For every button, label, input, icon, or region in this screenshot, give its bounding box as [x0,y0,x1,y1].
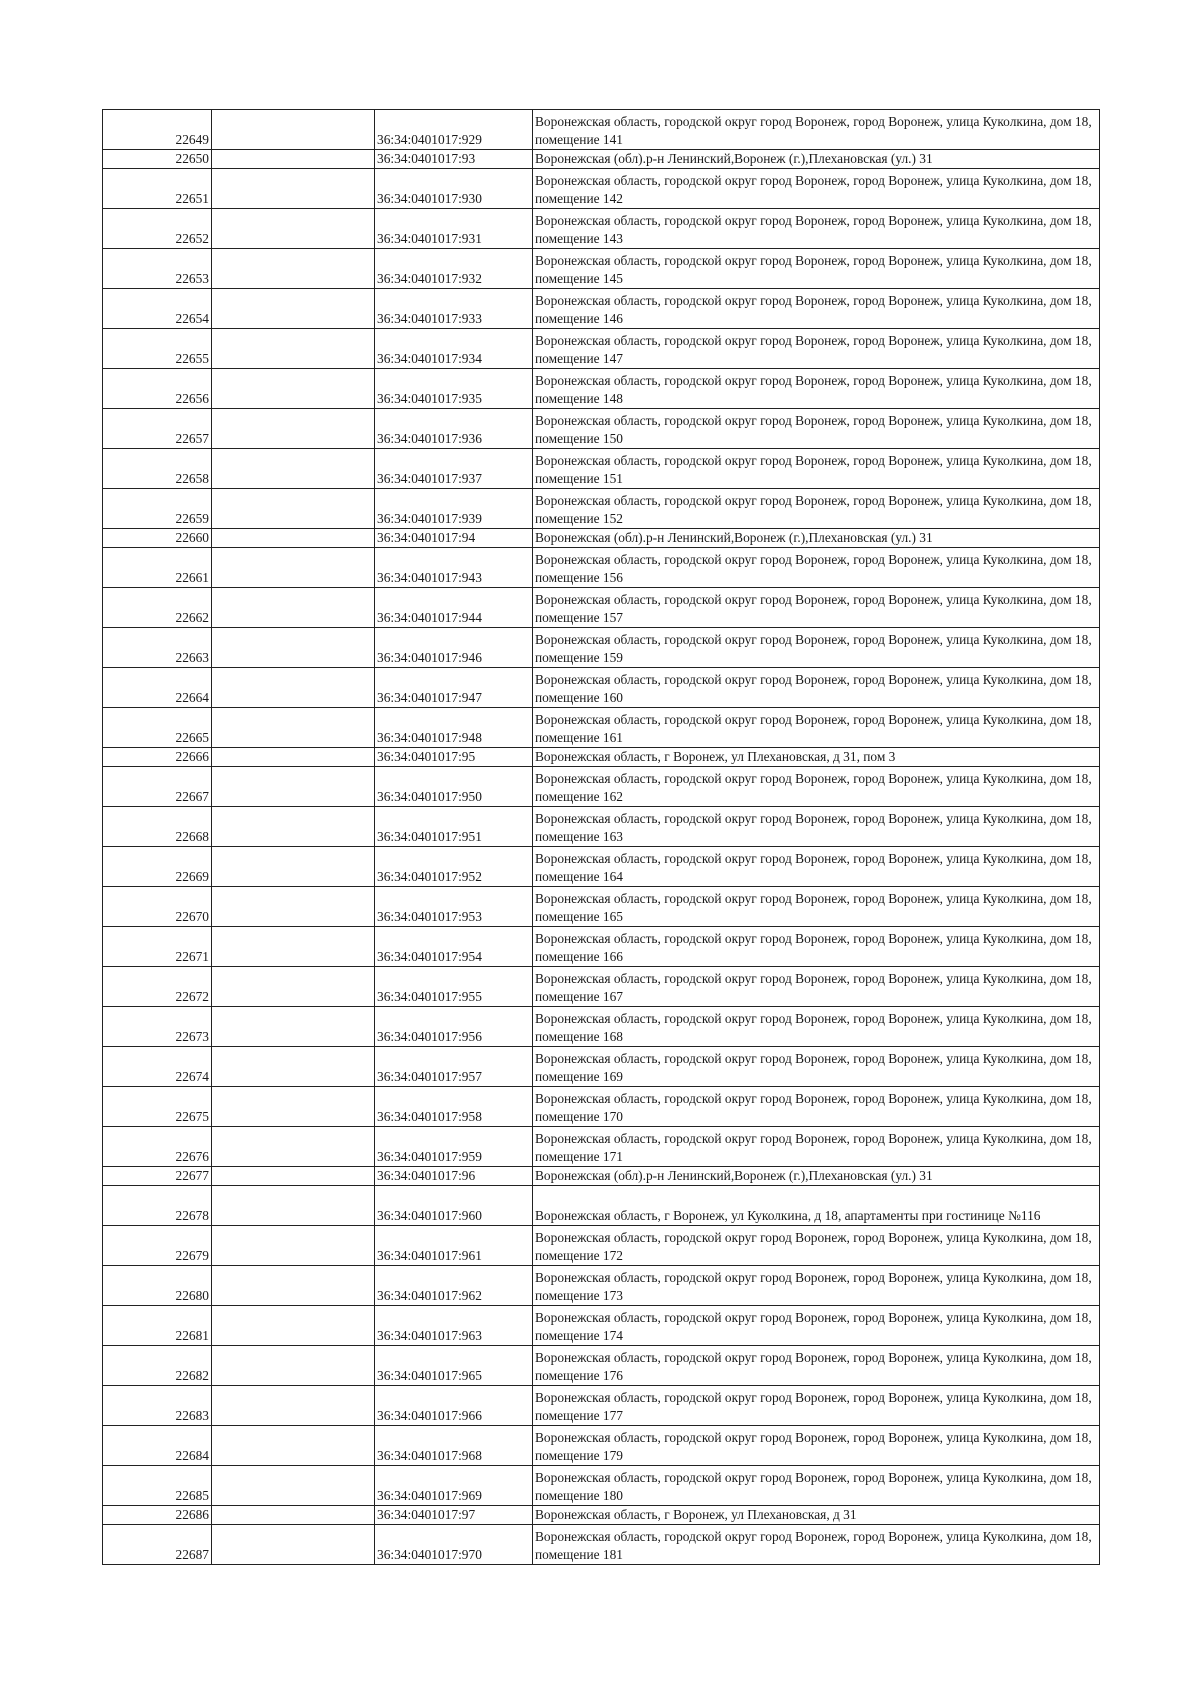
table-row [103,1346,1100,1386]
empty-cell [212,449,375,489]
empty-cell [212,847,375,887]
table-row [103,1167,1100,1186]
empty-cell [212,668,375,708]
empty-cell [212,1346,375,1386]
row-number-cell: 22660 [103,529,212,548]
address-cell: Воронежская область, городской округ город Воронеж, город Воронеж, улица Куколкина, дом 18, помещение 179 [533,1426,1100,1466]
address-cell: Воронежская область, городской округ город Воронеж, город Воронеж, улица Куколкина, дом 18, помещение 141 [533,110,1100,150]
address-cell: Воронежская (обл).р-н Ленинский,Воронеж (г.),Плехановская (ул.) 31 [533,529,1100,548]
row-number-cell: 22674 [103,1047,212,1087]
row-number-cell: 22677 [103,1167,212,1186]
empty-cell [212,1007,375,1047]
table-row [103,927,1100,967]
address-cell: Воронежская область, городской округ город Воронеж, город Воронеж, улица Куколкина, дом 18, помещение 150 [533,409,1100,449]
empty-cell [212,628,375,668]
empty-cell [212,1087,375,1127]
address-cell: Воронежская область, городской округ город Воронеж, город Воронеж, улица Куколкина, дом 18, помещение 167 [533,967,1100,1007]
address-cell: Воронежская область, городской округ город Воронеж, город Воронеж, улица Куколкина, дом 18, помещение 142 [533,169,1100,209]
empty-cell [212,708,375,748]
empty-cell [212,369,375,409]
cadastral-number-cell: 36:34:0401017:947 [375,668,533,708]
row-number-cell: 22649 [103,110,212,150]
address-cell: Воронежская область, городской округ город Воронеж, город Воронеж, улица Куколкина, дом 18, помещение 143 [533,209,1100,249]
cadastral-number-cell: 36:34:0401017:934 [375,329,533,369]
cadastral-number-cell: 36:34:0401017:948 [375,708,533,748]
cadastral-number-cell: 36:34:0401017:957 [375,1047,533,1087]
empty-cell [212,887,375,927]
empty-cell [212,967,375,1007]
address-cell: Воронежская область, городской округ город Воронеж, город Воронеж, улица Куколкина, дом 18, помещение 169 [533,1047,1100,1087]
row-number-cell: 22683 [103,1386,212,1426]
table-row [103,1506,1100,1525]
table-row [103,887,1100,927]
cadastral-number-cell: 36:34:0401017:951 [375,807,533,847]
address-cell: Воронежская область, г Воронеж, ул Плехановская, д 31, пом 3 [533,748,1100,767]
address-cell: Воронежская область, городской округ город Воронеж, город Воронеж, улица Куколкина, дом 18, помещение 146 [533,289,1100,329]
cadastral-number-cell: 36:34:0401017:939 [375,489,533,529]
row-number-cell: 22662 [103,588,212,628]
registry-table [102,109,1100,1565]
row-number-cell: 22673 [103,1007,212,1047]
table-row [103,449,1100,489]
empty-cell [212,110,375,150]
cadastral-number-cell: 36:34:0401017:969 [375,1466,533,1506]
table-row [103,209,1100,249]
cadastral-number-cell: 36:34:0401017:966 [375,1386,533,1426]
cadastral-number-cell: 36:34:0401017:960 [375,1186,533,1226]
row-number-cell: 22675 [103,1087,212,1127]
address-cell: Воронежская область, городской округ город Воронеж, город Воронеж, улица Куколкина, дом 18, помещение 172 [533,1226,1100,1266]
row-number-cell: 22672 [103,967,212,1007]
row-number-cell: 22656 [103,369,212,409]
empty-cell [212,1226,375,1266]
empty-cell [212,150,375,169]
address-cell: Воронежская область, городской округ город Воронеж, город Воронеж, улица Куколкина, дом 18, помещение 145 [533,249,1100,289]
table-row [103,1087,1100,1127]
address-cell: Воронежская область, городской округ город Воронеж, город Воронеж, улица Куколкина, дом 18, помещение 164 [533,847,1100,887]
address-cell: Воронежская область, городской округ город Воронеж, город Воронеж, улица Куколкина, дом 18, помещение 174 [533,1306,1100,1346]
row-number-cell: 22671 [103,927,212,967]
cadastral-number-cell: 36:34:0401017:961 [375,1226,533,1266]
row-number-cell: 22676 [103,1127,212,1167]
table-row [103,1525,1100,1565]
empty-cell [212,1506,375,1525]
empty-cell [212,529,375,548]
empty-cell [212,169,375,209]
cadastral-number-cell: 36:34:0401017:96 [375,1167,533,1186]
cadastral-number-cell: 36:34:0401017:956 [375,1007,533,1047]
table-row [103,1386,1100,1426]
table-row [103,1127,1100,1167]
cadastral-number-cell: 36:34:0401017:962 [375,1266,533,1306]
row-number-cell: 22657 [103,409,212,449]
empty-cell [212,767,375,807]
cadastral-number-cell: 36:34:0401017:968 [375,1426,533,1466]
cadastral-number-cell: 36:34:0401017:930 [375,169,533,209]
cadastral-number-cell: 36:34:0401017:963 [375,1306,533,1346]
empty-cell [212,927,375,967]
table-row [103,1186,1100,1226]
row-number-cell: 22680 [103,1266,212,1306]
address-cell: Воронежская область, городской округ город Воронеж, город Воронеж, улица Куколкина, дом 18, помещение 161 [533,708,1100,748]
empty-cell [212,409,375,449]
cadastral-number-cell: 36:34:0401017:970 [375,1525,533,1565]
table-row [103,1226,1100,1266]
address-cell: Воронежская (обл).р-н Ленинский,Воронеж (г.),Плехановская (ул.) 31 [533,150,1100,169]
empty-cell [212,1266,375,1306]
row-number-cell: 22666 [103,748,212,767]
table-row [103,150,1100,169]
table-row [103,548,1100,588]
cadastral-number-cell: 36:34:0401017:954 [375,927,533,967]
address-cell: Воронежская область, городской округ город Воронеж, город Воронеж, улица Куколкина, дом 18, помещение 156 [533,548,1100,588]
cadastral-number-cell: 36:34:0401017:953 [375,887,533,927]
row-number-cell: 22685 [103,1466,212,1506]
cadastral-number-cell: 36:34:0401017:929 [375,110,533,150]
row-number-cell: 22653 [103,249,212,289]
table-row [103,767,1100,807]
address-cell: Воронежская область, городской округ город Воронеж, город Воронеж, улица Куколкина, дом 18, помещение 173 [533,1266,1100,1306]
cadastral-number-cell: 36:34:0401017:937 [375,449,533,489]
cadastral-number-cell: 36:34:0401017:955 [375,967,533,1007]
address-cell: Воронежская область, городской округ город Воронеж, город Воронеж, улица Куколкина, дом 18, помещение 157 [533,588,1100,628]
table-row [103,369,1100,409]
address-cell: Воронежская область, г Воронеж, ул Плехановская, д 31 [533,1506,1100,1525]
row-number-cell: 22654 [103,289,212,329]
cadastral-number-cell: 36:34:0401017:94 [375,529,533,548]
empty-cell [212,329,375,369]
table-row [103,847,1100,887]
cadastral-number-cell: 36:34:0401017:933 [375,289,533,329]
empty-cell [212,748,375,767]
cadastral-number-cell: 36:34:0401017:93 [375,150,533,169]
row-number-cell: 22670 [103,887,212,927]
row-number-cell: 22658 [103,449,212,489]
empty-cell [212,249,375,289]
address-cell: Воронежская область, городской округ город Воронеж, город Воронеж, улица Куколкина, дом 18, помещение 180 [533,1466,1100,1506]
table-row [103,169,1100,209]
table-row [103,409,1100,449]
row-number-cell: 22682 [103,1346,212,1386]
empty-cell [212,489,375,529]
registry-body [103,110,1100,1565]
empty-cell [212,1306,375,1346]
row-number-cell: 22651 [103,169,212,209]
address-cell: Воронежская область, городской округ город Воронеж, город Воронеж, улица Куколкина, дом 18, помещение 165 [533,887,1100,927]
cadastral-number-cell: 36:34:0401017:958 [375,1087,533,1127]
address-cell: Воронежская область, городской округ город Воронеж, город Воронеж, улица Куколкина, дом 18, помещение 151 [533,449,1100,489]
row-number-cell: 22687 [103,1525,212,1565]
address-cell: Воронежская область, городской округ город Воронеж, город Воронеж, улица Куколкина, дом 18, помещение 159 [533,628,1100,668]
table-row [103,588,1100,628]
address-cell: Воронежская область, городской округ город Воронеж, город Воронеж, улица Куколкина, дом 18, помещение 162 [533,767,1100,807]
table-row [103,289,1100,329]
cadastral-number-cell: 36:34:0401017:943 [375,548,533,588]
address-cell: Воронежская область, городской округ город Воронеж, город Воронеж, улица Куколкина, дом 18, помещение 176 [533,1346,1100,1386]
cadastral-number-cell: 36:34:0401017:935 [375,369,533,409]
cadastral-number-cell: 36:34:0401017:931 [375,209,533,249]
address-cell: Воронежская область, городской округ город Воронеж, город Воронеж, улица Куколкина, дом 18, помещение 163 [533,807,1100,847]
row-number-cell: 22678 [103,1186,212,1226]
table-row [103,529,1100,548]
address-cell: Воронежская область, городской округ город Воронеж, город Воронеж, улица Куколкина, дом 18, помещение 166 [533,927,1100,967]
table-row [103,1047,1100,1087]
row-number-cell: 22679 [103,1226,212,1266]
empty-cell [212,1167,375,1186]
address-cell: Воронежская область, городской округ город Воронеж, город Воронеж, улица Куколкина, дом 18, помещение 152 [533,489,1100,529]
row-number-cell: 22650 [103,150,212,169]
empty-cell [212,807,375,847]
table-row [103,748,1100,767]
cadastral-number-cell: 36:34:0401017:959 [375,1127,533,1167]
row-number-cell: 22661 [103,548,212,588]
table-row [103,967,1100,1007]
empty-cell [212,1466,375,1506]
table-row [103,1466,1100,1506]
row-number-cell: 22652 [103,209,212,249]
table-row [103,329,1100,369]
row-number-cell: 22667 [103,767,212,807]
table-row [103,807,1100,847]
cadastral-number-cell: 36:34:0401017:965 [375,1346,533,1386]
address-cell: Воронежская область, городской округ город Воронеж, город Воронеж, улица Куколкина, дом 18, помещение 171 [533,1127,1100,1167]
cadastral-number-cell: 36:34:0401017:95 [375,748,533,767]
empty-cell [212,1525,375,1565]
address-cell: Воронежская область, городской округ город Воронеж, город Воронеж, улица Куколкина, дом 18, помещение 177 [533,1386,1100,1426]
row-number-cell: 22655 [103,329,212,369]
table-row [103,1007,1100,1047]
table-row [103,708,1100,748]
address-cell: Воронежская область, городской округ город Воронеж, город Воронеж, улица Куколкина, дом 18, помещение 148 [533,369,1100,409]
cadastral-number-cell: 36:34:0401017:97 [375,1506,533,1525]
address-cell: Воронежская область, г Воронеж, ул Куколкина, д 18, апартаменты при гостинице №116 [533,1186,1100,1226]
address-cell: Воронежская область, городской округ город Воронеж, город Воронеж, улица Куколкина, дом 18, помещение 168 [533,1007,1100,1047]
cadastral-number-cell: 36:34:0401017:946 [375,628,533,668]
row-number-cell: 22681 [103,1306,212,1346]
empty-cell [212,588,375,628]
empty-cell [212,1426,375,1466]
address-cell: Воронежская область, городской округ город Воронеж, город Воронеж, улица Куколкина, дом 18, помещение 147 [533,329,1100,369]
table-row [103,489,1100,529]
row-number-cell: 22664 [103,668,212,708]
table-row [103,1266,1100,1306]
empty-cell [212,548,375,588]
row-number-cell: 22686 [103,1506,212,1525]
empty-cell [212,1127,375,1167]
empty-cell [212,209,375,249]
empty-cell [212,289,375,329]
row-number-cell: 22669 [103,847,212,887]
table-row [103,110,1100,150]
empty-cell [212,1386,375,1426]
row-number-cell: 22668 [103,807,212,847]
address-cell: Воронежская область, городской округ город Воронеж, город Воронеж, улица Куколкина, дом 18, помещение 170 [533,1087,1100,1127]
table-row [103,1426,1100,1466]
table-row [103,249,1100,289]
table-row [103,668,1100,708]
cadastral-number-cell: 36:34:0401017:932 [375,249,533,289]
cadastral-number-cell: 36:34:0401017:944 [375,588,533,628]
address-cell: Воронежская область, городской округ город Воронеж, город Воронеж, улица Куколкина, дом 18, помещение 181 [533,1525,1100,1565]
address-cell: Воронежская область, городской округ город Воронеж, город Воронеж, улица Куколкина, дом 18, помещение 160 [533,668,1100,708]
cadastral-number-cell: 36:34:0401017:952 [375,847,533,887]
cadastral-number-cell: 36:34:0401017:936 [375,409,533,449]
row-number-cell: 22659 [103,489,212,529]
empty-cell [212,1186,375,1226]
row-number-cell: 22665 [103,708,212,748]
table-row [103,1306,1100,1346]
row-number-cell: 22684 [103,1426,212,1466]
cadastral-number-cell: 36:34:0401017:950 [375,767,533,807]
address-cell: Воронежская (обл).р-н Ленинский,Воронеж (г.),Плехановская (ул.) 31 [533,1167,1100,1186]
row-number-cell: 22663 [103,628,212,668]
table-row [103,628,1100,668]
empty-cell [212,1047,375,1087]
